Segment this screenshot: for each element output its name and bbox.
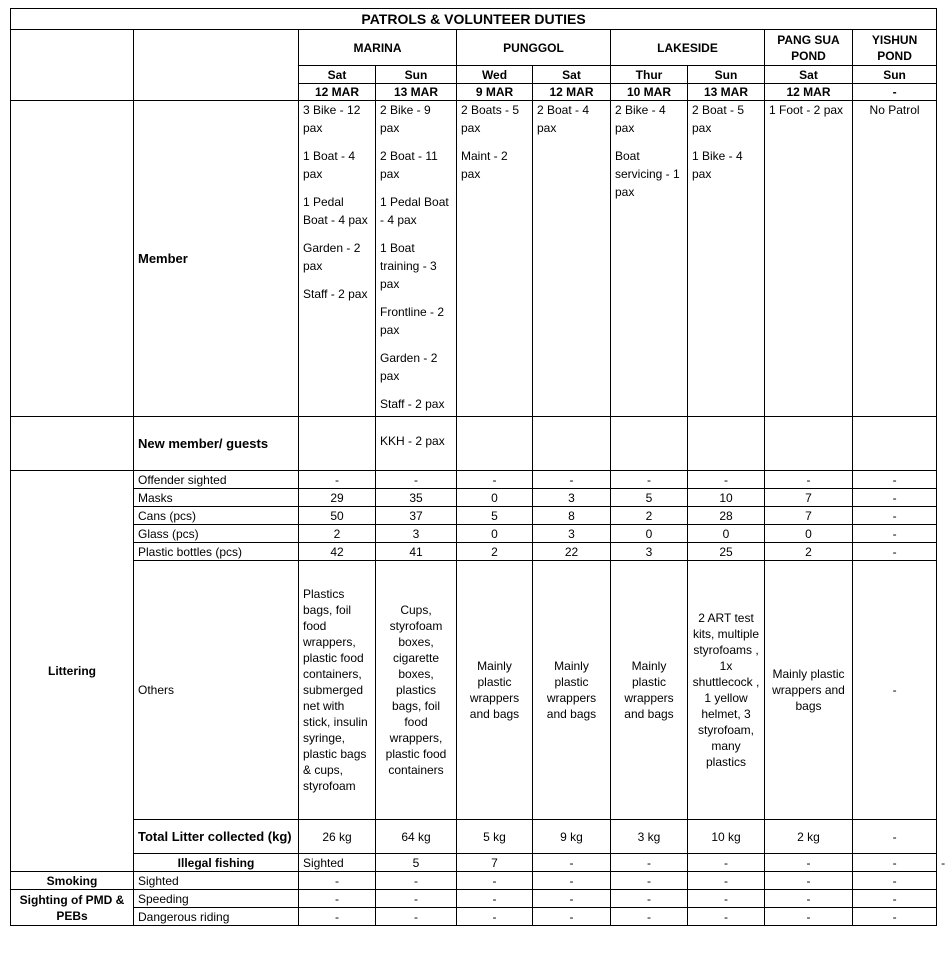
value-cell: - xyxy=(611,908,688,926)
value-cell: - xyxy=(853,525,937,543)
value-cell: 0 xyxy=(457,489,533,507)
day-cell: Sat xyxy=(765,66,853,84)
member-cell xyxy=(765,101,853,417)
value-cell: 2 xyxy=(611,507,688,525)
value-cell: - xyxy=(299,908,376,926)
total-cell: 10 kg xyxy=(688,820,765,854)
others-cell: Mainly plastic wrappers and bags xyxy=(533,561,611,820)
row-label: Sighted xyxy=(299,854,376,872)
value-cell: 2 xyxy=(457,543,533,561)
value-cell: - xyxy=(765,854,853,872)
value-cell: - xyxy=(457,471,533,489)
member-entry: Garden - 2 pax xyxy=(303,241,361,273)
value-cell: - xyxy=(457,890,533,908)
day-cell: Sun xyxy=(853,66,937,84)
total-cell: 2 kg xyxy=(765,820,853,854)
value-cell: 42 xyxy=(299,543,376,561)
row-label: Offender sighted xyxy=(134,471,299,489)
value-cell: 28 xyxy=(688,507,765,525)
member-group-blank xyxy=(11,101,134,417)
value-cell: - xyxy=(611,471,688,489)
location-header-pang-sua-pond: PANG SUA POND xyxy=(765,30,853,66)
value-cell: 10 xyxy=(688,489,765,507)
date-cell: 12 MAR xyxy=(765,84,853,101)
new-member-cell xyxy=(299,417,376,471)
others-cell: Cups, styrofoam boxes, cigarette boxes, plastics bags, foil food wrappers, plastic food containers xyxy=(376,561,457,820)
value-cell: - xyxy=(376,908,457,926)
value-cell: 41 xyxy=(376,543,457,561)
table-row xyxy=(11,890,937,908)
patrol-duties-table xyxy=(10,8,946,926)
member-cell xyxy=(457,101,533,417)
location-header-lakeside: LAKESIDE xyxy=(611,30,765,66)
others-cell: Mainly plastic wrappers and bags xyxy=(765,561,853,820)
value-cell: - xyxy=(611,890,688,908)
new-member-cell xyxy=(533,417,611,471)
value-cell: - xyxy=(688,890,765,908)
value-cell: - xyxy=(376,471,457,489)
value-cell: 37 xyxy=(376,507,457,525)
day-cell: Thur xyxy=(611,66,688,84)
value-cell: 0 xyxy=(765,525,853,543)
member-cell xyxy=(611,101,688,417)
new-member-cell xyxy=(853,417,937,471)
total-cell: 26 kg xyxy=(299,820,376,854)
new-member-cell xyxy=(765,417,853,471)
value-cell: - xyxy=(611,854,688,872)
value-cell: 29 xyxy=(299,489,376,507)
table-row xyxy=(11,507,937,525)
row-label: Plastic bottles (pcs) xyxy=(134,543,299,561)
member-entry: 2 Boats - 5 pax xyxy=(461,103,520,135)
member-cell xyxy=(853,101,937,417)
member-entry: Garden - 2 pax xyxy=(380,351,438,383)
member-entry: Frontline - 2 pax xyxy=(380,305,445,337)
value-cell: 8 xyxy=(533,507,611,525)
total-row xyxy=(11,820,937,854)
date-cell: 10 MAR xyxy=(611,84,688,101)
others-cell: Mainly plastic wrappers and bags xyxy=(457,561,533,820)
value-cell: - xyxy=(765,872,853,890)
date-cell: 9 MAR xyxy=(457,84,533,101)
value-cell: - xyxy=(299,471,376,489)
row-label-member: Member xyxy=(134,101,299,417)
value-cell: - xyxy=(533,854,611,872)
total-cell: - xyxy=(853,820,937,854)
value-cell: - xyxy=(765,471,853,489)
value-cell: 0 xyxy=(457,525,533,543)
value-cell: 5 xyxy=(457,507,533,525)
new-member-cell xyxy=(611,417,688,471)
row-label: Speeding xyxy=(134,890,299,908)
row-label: Dangerous riding xyxy=(134,908,299,926)
value-cell: - xyxy=(765,908,853,926)
value-cell: - xyxy=(853,872,937,890)
value-cell: 0 xyxy=(688,525,765,543)
date-cell: 13 MAR xyxy=(376,84,457,101)
header-blank xyxy=(11,30,134,101)
total-cell: 5 kg xyxy=(457,820,533,854)
day-cell: Wed xyxy=(457,66,533,84)
value-cell: - xyxy=(688,908,765,926)
row-label: Masks xyxy=(134,489,299,507)
table-row xyxy=(11,872,937,890)
total-cell: 9 kg xyxy=(533,820,611,854)
day-cell: Sat xyxy=(533,66,611,84)
new-member-cell xyxy=(457,417,533,471)
table-row xyxy=(11,489,937,507)
group-label-pmd: Sighting of PMD & PEBs xyxy=(11,890,134,926)
others-cell: - xyxy=(853,561,937,820)
others-row xyxy=(11,561,937,820)
value-cell: 3 xyxy=(533,489,611,507)
value-cell: 5 xyxy=(376,854,457,872)
total-cell: 3 kg xyxy=(611,820,688,854)
member-entry: 1 Boat training - 3 pax xyxy=(380,241,437,291)
value-cell: 50 xyxy=(299,507,376,525)
value-cell: - xyxy=(533,471,611,489)
member-cell xyxy=(688,101,765,417)
group-label-littering: Littering xyxy=(11,471,134,872)
member-entry: Staff - 2 pax xyxy=(380,397,445,411)
member-entry: 3 Bike - 12 pax xyxy=(303,103,361,135)
new-member-cell xyxy=(688,417,765,471)
table-row: Illegal fishing Sighted 5 7 - - - - - - xyxy=(11,854,937,872)
day-cell: Sun xyxy=(688,66,765,84)
new-member-row xyxy=(11,417,937,471)
new-member-cell: KKH - 2 pax xyxy=(376,417,457,471)
value-cell: - xyxy=(765,890,853,908)
table-row xyxy=(11,525,937,543)
member-entry: 2 Bike - 9 pax xyxy=(380,103,431,135)
row-label-total: Total Litter collected (kg) xyxy=(134,820,299,854)
member-entry: Staff - 2 pax xyxy=(303,287,368,301)
value-cell: 7 xyxy=(765,507,853,525)
value-cell: - xyxy=(853,489,937,507)
member-cell xyxy=(533,101,611,417)
value-cell: - xyxy=(688,872,765,890)
header-blank-2 xyxy=(134,30,299,101)
value-cell: - xyxy=(611,872,688,890)
others-cell: Mainly plastic wrappers and bags xyxy=(611,561,688,820)
member-entry: 1 Pedal Boat - 4 pax xyxy=(303,195,368,227)
value-cell: - xyxy=(853,543,937,561)
value-cell: - xyxy=(853,890,937,908)
member-entry: 1 Foot - 2 pax xyxy=(769,103,844,117)
row-label-new-member: New member/ guests xyxy=(134,417,299,471)
others-cell: 2 ART test kits, multiple styrofoams , 1x shuttlecock , 1 yellow helmet, 3 styrofoam, many plastics xyxy=(688,561,765,820)
value-cell: 2 xyxy=(299,525,376,543)
value-cell: - xyxy=(853,471,937,489)
table-row xyxy=(11,471,937,489)
date-cell: 13 MAR xyxy=(688,84,765,101)
row-label: Cans (pcs) xyxy=(134,507,299,525)
member-entry: Boat servicing - 1 pax xyxy=(615,149,680,199)
member-entry: No Patrol xyxy=(869,103,920,117)
value-cell: - xyxy=(853,908,937,926)
group-label-illegal-fishing: Illegal fishing xyxy=(134,854,299,872)
member-row xyxy=(11,101,937,417)
new-member-group-blank xyxy=(11,417,134,471)
value-cell: 3 xyxy=(533,525,611,543)
value-cell: - xyxy=(533,890,611,908)
value-cell: - xyxy=(853,507,937,525)
value-cell: 3 xyxy=(376,525,457,543)
value-cell: - xyxy=(299,872,376,890)
member-entry: 2 Boat - 5 pax xyxy=(692,103,745,135)
member-cell xyxy=(299,101,376,417)
row-label: Sighted xyxy=(134,872,299,890)
value-cell: 35 xyxy=(376,489,457,507)
value-cell: - xyxy=(533,872,611,890)
row-label-others: Others xyxy=(134,561,299,820)
value-cell: - xyxy=(533,908,611,926)
member-entry: 1 Boat - 4 pax xyxy=(303,149,356,181)
member-entry: 1 Pedal Boat - 4 pax xyxy=(380,195,449,227)
value-cell: - xyxy=(299,890,376,908)
value-cell: 7 xyxy=(765,489,853,507)
value-cell: - xyxy=(688,471,765,489)
location-header-yishun-pond: YISHUN POND xyxy=(853,30,937,66)
value-cell: 7 xyxy=(457,854,533,872)
member-cell xyxy=(376,101,457,417)
value-cell: - xyxy=(853,854,937,872)
location-header-marina: MARINA xyxy=(299,30,457,66)
value-cell: - xyxy=(688,854,765,872)
value-cell: 0 xyxy=(611,525,688,543)
row-label: Glass (pcs) xyxy=(134,525,299,543)
member-entry: 1 Bike - 4 pax xyxy=(692,149,743,181)
member-entry: 2 Boat - 11 pax xyxy=(380,149,438,181)
value-cell: - xyxy=(376,872,457,890)
value-cell: - xyxy=(457,908,533,926)
member-entry: Maint - 2 pax xyxy=(461,149,508,181)
value-cell: 25 xyxy=(688,543,765,561)
page-title: PATROLS & VOLUNTEER DUTIES xyxy=(11,9,937,30)
value-cell: 3 xyxy=(611,543,688,561)
group-label-smoking: Smoking xyxy=(11,872,134,890)
value-cell: - xyxy=(376,890,457,908)
value-cell: 22 xyxy=(533,543,611,561)
value-cell: 5 xyxy=(611,489,688,507)
others-cell: Plastics bags, foil food wrappers, plastic food containers, submerged net with stick, insulin syringe, plastic bags & cups, styrofoam xyxy=(299,561,376,820)
value-cell: 2 xyxy=(765,543,853,561)
location-header-punggol: PUNGGOL xyxy=(457,30,611,66)
member-entry: 2 Bike - 4 pax xyxy=(615,103,666,135)
day-cell: Sun xyxy=(376,66,457,84)
day-cell: Sat xyxy=(299,66,376,84)
value-cell: - xyxy=(457,872,533,890)
total-cell: 64 kg xyxy=(376,820,457,854)
date-cell: 12 MAR xyxy=(299,84,376,101)
member-entry: 2 Boat - 4 pax xyxy=(537,103,590,135)
table-row xyxy=(11,543,937,561)
table-row xyxy=(11,908,937,926)
date-cell: - xyxy=(853,84,937,101)
date-cell: 12 MAR xyxy=(533,84,611,101)
